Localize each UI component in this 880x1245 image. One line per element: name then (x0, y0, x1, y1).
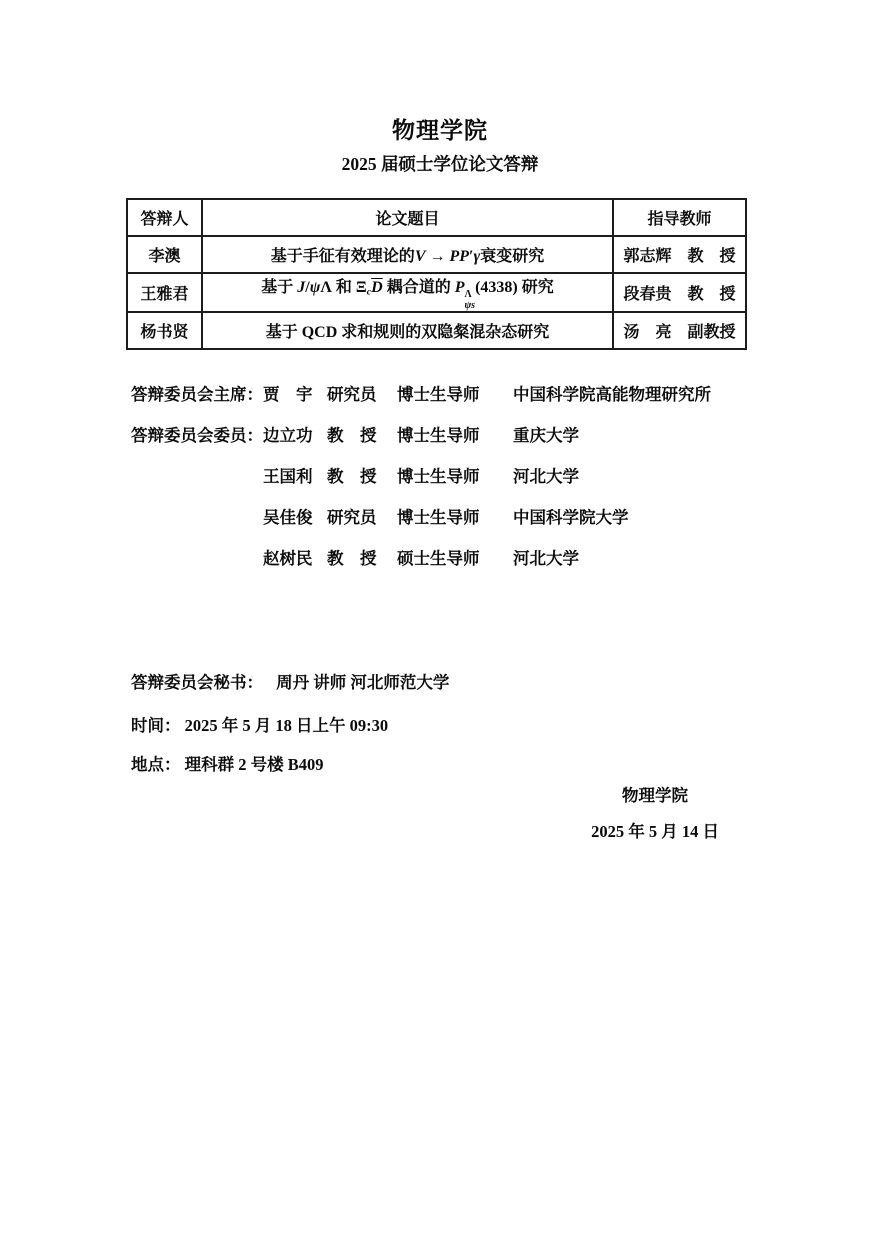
time-line (131, 712, 388, 736)
header-thesis-title: 论文题目 (202, 199, 613, 236)
committee-member-row (131, 536, 711, 577)
advisor-name: 郭志辉 教 授 (613, 236, 746, 273)
committee-member-role: 硕士生导师 (397, 548, 480, 568)
advisor-name: 汤 亮 副教授 (613, 312, 746, 349)
table-row (127, 236, 746, 273)
signature-date: 2025 年 5 月 14 日 (591, 822, 719, 841)
location-value: 理科群 2 号楼 B409 (184, 755, 324, 774)
committee-chair-row (131, 372, 711, 413)
committee-member-row (131, 454, 711, 495)
header-defender: 答辩人 (127, 199, 202, 236)
secretary-label: 答辩委员会秘书： (131, 673, 263, 692)
table-row (127, 312, 746, 349)
thesis-title: 基于手征有效理论的V → PP′γ衰变研究 (202, 236, 613, 273)
committee-member-role: 博士生导师 (397, 425, 480, 445)
signature-block (505, 782, 805, 842)
committee-member-name: 边立功 (263, 425, 313, 445)
header-advisor: 指导教师 (613, 199, 746, 236)
time-label: 时间： (131, 716, 181, 735)
committee-member-name: 贾 宇 (263, 384, 313, 404)
signature-org: 物理学院 (622, 786, 688, 805)
committee-member-label: 答辩委员会委员： (131, 425, 263, 445)
advisor-name: 段春贵 教 授 (613, 273, 746, 312)
defender-name: 李澳 (127, 236, 202, 273)
committee-member-title: 教 授 (327, 466, 377, 486)
committee-member-org: 河北大学 (513, 548, 579, 568)
committee-member-name: 赵树民 (263, 548, 313, 568)
location-label: 地点： (131, 755, 181, 774)
committee-member-role: 博士生导师 (397, 384, 480, 404)
committee-chair-label: 答辩委员会主席： (131, 384, 263, 404)
committee-member-name: 王国利 (263, 466, 313, 486)
committee-member-org: 河北大学 (513, 466, 579, 486)
committee-member-row (131, 413, 711, 454)
committee-member-role: 博士生导师 (397, 466, 480, 486)
secretary-line (131, 669, 449, 693)
table-header-row (127, 199, 746, 236)
committee-section (131, 372, 711, 577)
table-row (127, 273, 746, 312)
defender-name: 王雅君 (127, 273, 202, 312)
defender-name: 杨书贤 (127, 312, 202, 349)
committee-member-org: 中国科学院高能物理研究所 (513, 384, 711, 404)
defense-table (126, 198, 747, 350)
committee-member-title: 教 授 (327, 425, 377, 445)
committee-member-title: 研究员 (327, 507, 377, 527)
committee-member-role: 博士生导师 (397, 507, 480, 527)
location-line (131, 751, 324, 775)
secretary-value: 周丹 讲师 河北师范大学 (276, 673, 450, 692)
time-value: 2025 年 5 月 18 日上午 09:30 (184, 716, 389, 735)
committee-member-org: 中国科学院大学 (513, 507, 629, 527)
thesis-title: 基于 J/ψΛ 和 $\Xi c\overline{D}$ 耦合道的 P Λ ψs (4338) 研究 (202, 273, 613, 312)
committee-member-row (131, 495, 711, 536)
committee-member-name: 吴佳俊 (263, 507, 313, 527)
thesis-title: 基于 QCD 求和规则的双隐粲混杂态研究 (202, 312, 613, 349)
committee-member-title: 教 授 (327, 548, 377, 568)
committee-member-org: 重庆大学 (513, 425, 579, 445)
page-title: 物理学院 (392, 118, 488, 143)
page-subtitle: 2025 届硕士学位论文答辩 (341, 154, 539, 174)
committee-member-title: 研究员 (327, 384, 377, 404)
